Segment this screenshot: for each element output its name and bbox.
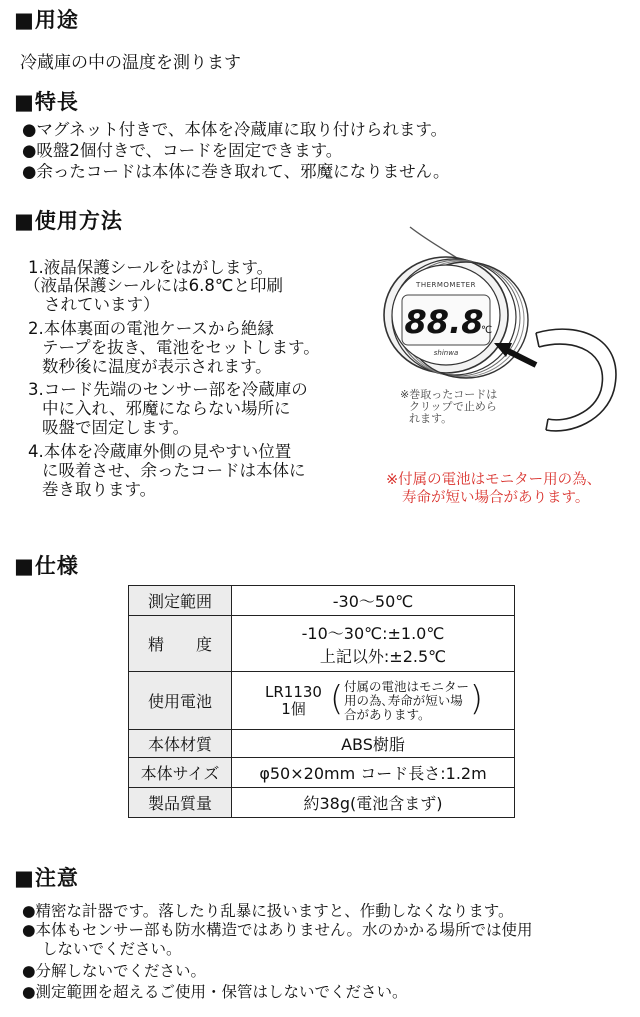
- device-logo: shinwa: [433, 349, 459, 357]
- battery-note: 寿命が短い場合があります。: [402, 490, 590, 506]
- howto-step: （液晶保護シールには6.8℃と印刷: [24, 276, 283, 295]
- spec-label: 製品質量: [129, 788, 232, 818]
- battery-note-3: 合があります。: [343, 706, 431, 722]
- caution-item: ●測定範囲を超えるご使用・保管はしないでください。: [22, 983, 408, 1001]
- usage-heading: ■用途: [14, 8, 79, 32]
- thermometer-illustration: [366, 225, 636, 445]
- caution-item: ●精密な計器です。落したり乱暴に扱いますと、作動しなくなります。: [22, 902, 514, 920]
- spec-value: LR1130 1個 ( 付属の電池はモニター 用の為､寿命が短い場 合があります。 ): [232, 672, 515, 730]
- usage-text: 冷蔵庫の中の温度を測ります: [20, 53, 241, 73]
- spec-row-accuracy: [129, 616, 515, 672]
- battery-model: LR1130: [265, 682, 322, 701]
- caution-heading: ■注意: [14, 866, 79, 890]
- howto-heading: ■使用方法: [14, 209, 123, 233]
- howto-step: に吸着させ、余ったコードは本体に: [42, 461, 306, 480]
- spec-value: ABS樹脂: [232, 730, 515, 758]
- spec-value: -30～50℃: [232, 586, 515, 616]
- spec-row-weight: [129, 788, 515, 818]
- spec-row-battery: [129, 672, 515, 730]
- spec-value: [232, 616, 515, 672]
- feature-item: ●吸盤2個付きで、コードを固定できます。: [22, 141, 343, 160]
- howto-step: 吸盤で固定します。: [42, 418, 190, 437]
- battery-qty: 1個: [281, 699, 306, 718]
- battery-note-1: 付属の電池はモニター: [343, 678, 469, 694]
- spec-row-range: [129, 586, 515, 616]
- feature-item: ●余ったコードは本体に巻き取れて、邪魔になりません。: [22, 162, 450, 181]
- spec-value: 約38g(電池含まず): [232, 788, 515, 818]
- spec-heading: ■仕様: [14, 554, 79, 578]
- accuracy-line-2: 上記以外:±2.5℃: [319, 646, 447, 666]
- clip-caption: クリップで止めら: [409, 400, 497, 413]
- howto-step: 巻き取ります。: [42, 480, 157, 499]
- device-display: 88.8: [404, 303, 484, 341]
- howto-step: 3.コード先端のセンサー部を冷蔵庫の: [28, 380, 308, 399]
- spec-row-size: [129, 758, 515, 788]
- battery-note-2: 用の為､寿命が短い場: [343, 692, 463, 708]
- spec-label: 測定範囲: [129, 586, 232, 616]
- caution-item: ●分解しないでください。: [22, 962, 207, 980]
- howto-step: 4.本体を冷蔵庫外側の見やすい位置: [28, 442, 292, 461]
- spec-table: [128, 585, 515, 818]
- spec-label: 精 度: [129, 616, 232, 672]
- spec-label: 本体サイズ: [129, 758, 232, 788]
- feature-item: ●マグネット付きで、本体を冷蔵庫に取り付けられます。: [22, 120, 448, 139]
- device-unit: ℃: [481, 325, 493, 336]
- clip-caption: れます。: [409, 412, 453, 425]
- howto-step: 1.液晶保護シールをはがします。: [28, 258, 274, 277]
- howto-step: されています）: [44, 295, 160, 314]
- howto-step: テープを抜き、電池をセットします。: [42, 338, 320, 357]
- spec-label: 使用電池: [129, 672, 232, 730]
- device-brand: THERMOMETER: [416, 281, 476, 289]
- howto-step: 中に入れ、邪魔にならない場所に: [42, 399, 291, 418]
- caution-item: しないでください。: [42, 940, 182, 958]
- features-heading: ■特長: [14, 90, 79, 114]
- clip-caption: ※巻取ったコードは: [400, 388, 498, 401]
- howto-step: 数秒後に温度が表示されます。: [42, 357, 272, 376]
- caution-item: ●本体もセンサー部も防水構造ではありません。水のかかる場所では使用: [22, 921, 533, 939]
- battery-note: ※付属の電池はモニター用の為、: [386, 472, 602, 488]
- howto-step: 2.本体裏面の電池ケースから絶縁: [28, 319, 274, 338]
- spec-label: 本体材質: [129, 730, 232, 758]
- accuracy-line-1: -10～30℃:±1.0℃: [301, 623, 445, 643]
- spec-row-material: [129, 730, 515, 758]
- spec-value: φ50×20mm コード長さ:1.2m: [232, 758, 515, 788]
